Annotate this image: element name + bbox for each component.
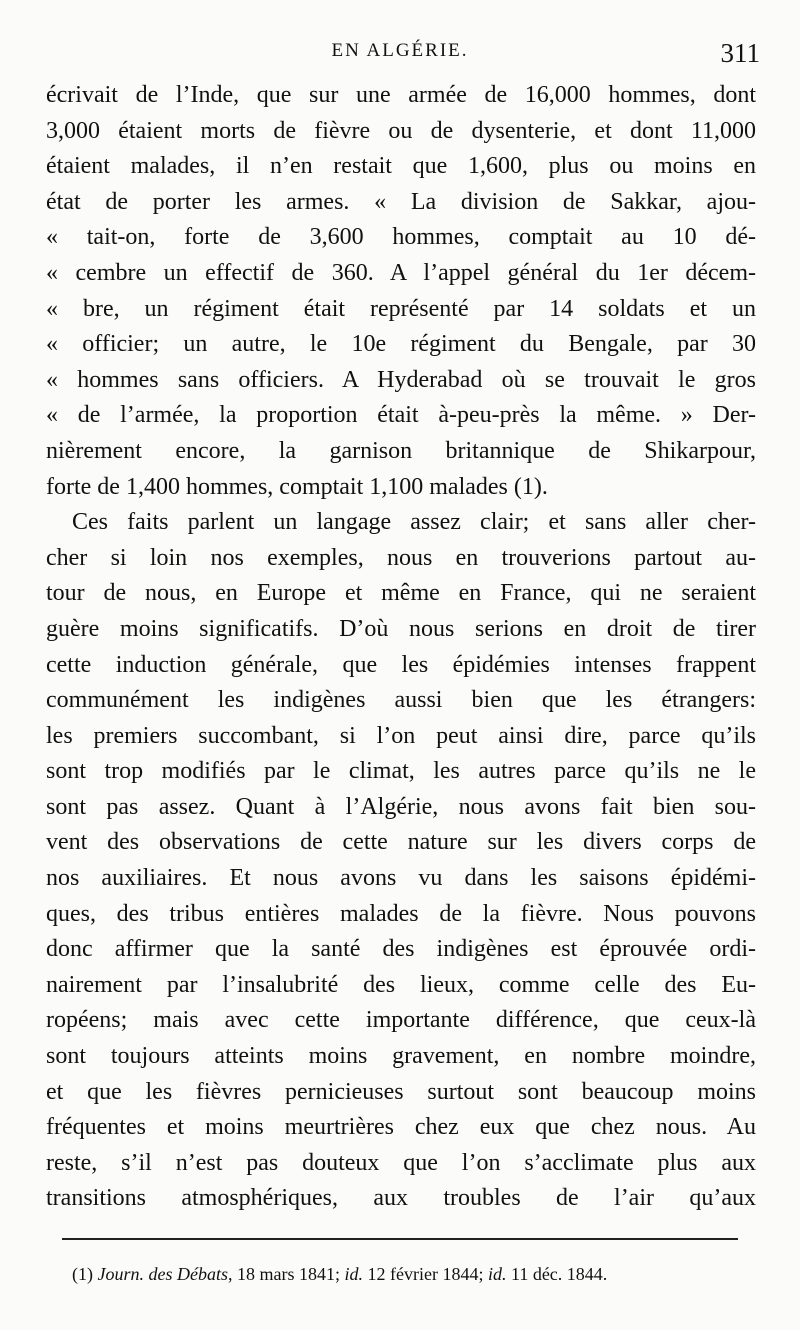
text-line: sont trop modifiés par le climat, les autres parce qu’ils ne le (46, 758, 756, 785)
page-header (40, 40, 760, 80)
text-line: étaient malades, il n’en restait que 1,600, plus ou moins en (46, 153, 756, 180)
text-line: nièrement encore, la garnison britannique de Shikarpour, (46, 437, 756, 464)
text-line: cette induction générale, que les épidémies intenses frappent (46, 651, 756, 678)
footnote-divider (62, 1238, 738, 1240)
text-line: écrivait de l’Inde, que sur une armée de 16,000 hommes, dont (46, 82, 756, 108)
text-line: nairement par l’insalubrité des lieux, comme celle des Eu- (46, 971, 756, 998)
text-line: ques, des tribus entières malades de la fièvre. Nous pouvons (46, 900, 756, 927)
text-line: les premiers succombant, si l’on peut ainsi dire, parce qu’ils (46, 722, 756, 749)
text-line: « bre, un régiment était représenté par 14 soldats et un (46, 295, 756, 322)
footnote-date-1: , 18 mars 1841; (227, 1264, 345, 1284)
text-line: fréquentes et moins meurtrières chez eux que chez nous. Au (46, 1114, 756, 1141)
footnote-journal: Journ. des Débats (97, 1264, 228, 1284)
text-line: vent des observations de cette nature sur les divers corps de (46, 829, 756, 856)
text-line: « de l’armée, la proportion était à-peu-près la même. » Der- (46, 402, 756, 429)
footnote-ibid-1: id. (344, 1264, 363, 1284)
running-head: EN ALGÉRIE. (331, 40, 469, 61)
text-line: forte de 1,400 hommes, comptait 1,100 malades (1). (46, 473, 548, 500)
footnote-date-3: 11 déc. 1844. (506, 1264, 608, 1284)
footnote (72, 1262, 742, 1286)
text-line: reste, s’il n’est pas douteux que l’on s’acclimate plus aux (46, 1149, 756, 1176)
footnote-number: (1) (72, 1264, 93, 1284)
footnote-ibid-2: id. (487, 1264, 507, 1284)
paragraph-1 (46, 78, 756, 505)
text-line: et que les fièvres pernicieuses surtout sont beaucoup moins (46, 1078, 756, 1105)
text-line: sont pas assez. Quant à l’Algérie, nous avons fait bien sou- (46, 793, 756, 820)
text-line: Ces faits parlent un langage assez clair; et sans aller cher- (72, 509, 756, 536)
text-line: ropéens; mais avec cette importante différence, que ceux-là (46, 1007, 756, 1034)
text-line: état de porter les armes. « La division de Sakkar, ajou- (46, 188, 756, 215)
text-line: guère moins significatifs. D’où nous serions en droit de tirer (46, 615, 756, 642)
text-line: donc affirmer que la santé des indigènes est éprouvée ordi- (46, 936, 756, 963)
text-line: transitions atmosphériques, aux troubles de l’air qu’aux (46, 1185, 756, 1212)
text-line: « officier; un autre, le 10e régiment du Bengale, par 30 (46, 331, 756, 358)
text-line: « tait-on, forte de 3,600 hommes, comptait au 10 dé- (46, 224, 756, 251)
text-line: 3,000 étaient morts de fièvre ou de dysenterie, et dont 11,000 (46, 117, 756, 144)
body-text (46, 78, 756, 1217)
paragraph-2 (46, 505, 756, 1217)
text-line: « cembre un effectif de 360. A l’appel général du 1er décem- (46, 259, 756, 286)
page-number: 311 (720, 38, 760, 68)
text-line: tour de nous, en Europe et même en France, qui ne seraient (46, 580, 756, 607)
footnote-date-2: 12 février 1844; (363, 1264, 488, 1284)
text-line: cher si loin nos exemples, nous en trouverions partout au- (46, 544, 756, 571)
text-line: nos auxiliaires. Et nous avons vu dans les saisons épidémi- (46, 865, 756, 892)
text-line: « hommes sans officiers. A Hyderabad où se trouvait le gros (46, 366, 756, 393)
text-line: communément les indigènes aussi bien que les étrangers: (46, 687, 756, 714)
text-line: sont toujours atteints moins gravement, en nombre moindre, (46, 1043, 756, 1070)
